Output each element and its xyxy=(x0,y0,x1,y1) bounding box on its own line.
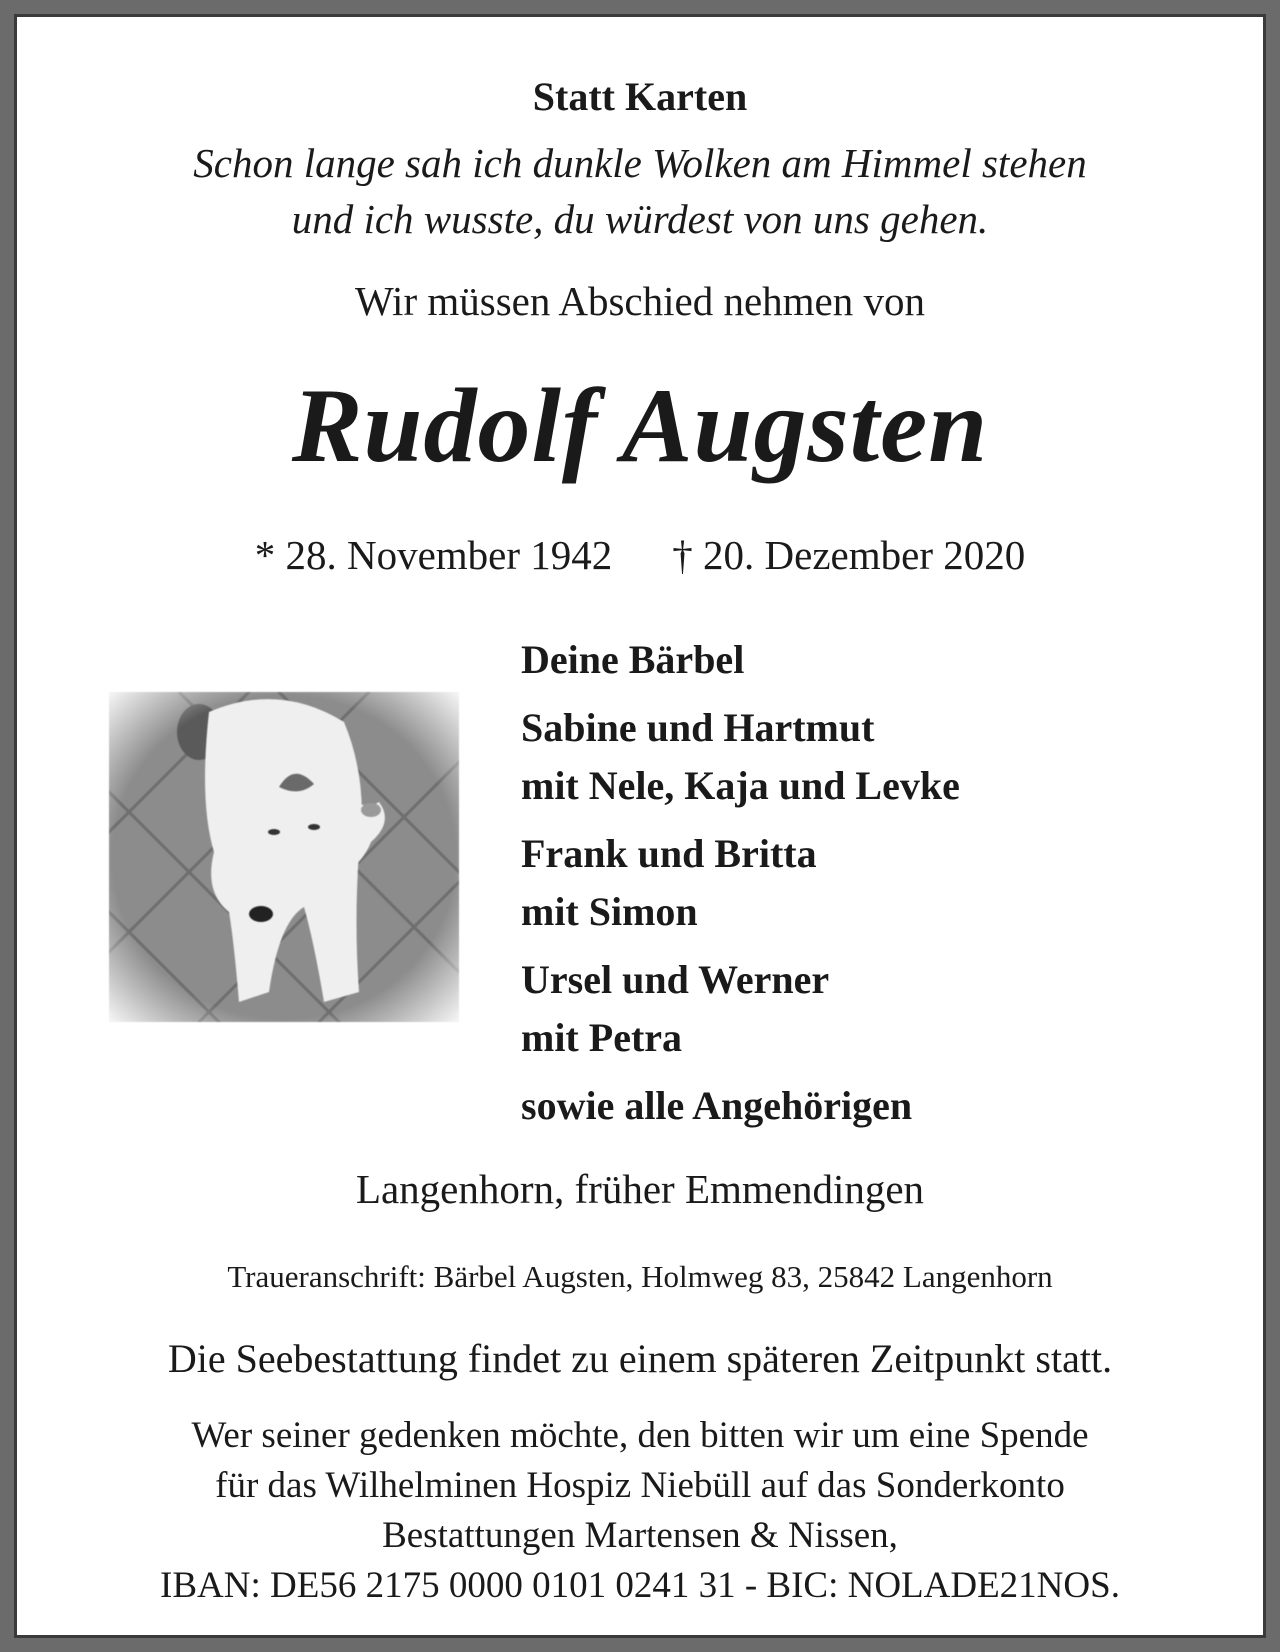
obituary-notice xyxy=(14,14,1266,1638)
header-statt-karten: Statt Karten xyxy=(532,74,748,119)
family-group-3 xyxy=(521,825,960,941)
family-group-1 xyxy=(521,631,960,689)
life-dates xyxy=(17,531,1263,579)
dog-photo xyxy=(73,657,481,1031)
family-line: Frank und Britta xyxy=(521,831,817,876)
poem xyxy=(17,135,1263,247)
death-date: † 20. Dezember 2020 xyxy=(672,532,1026,578)
donation-line-1: Wer seiner gedenken möchte, den bitten wir um eine Spende xyxy=(191,1415,1089,1456)
family-line: mit Nele, Kaja und Levke xyxy=(521,763,960,808)
family-group-4 xyxy=(521,951,960,1067)
terrier-dog-photo-icon xyxy=(109,692,459,1022)
deceased-name: Rudolf Augsten xyxy=(291,367,989,484)
family-group-2 xyxy=(521,699,960,815)
family-line: mit Petra xyxy=(521,1015,683,1060)
family-line: Deine Bärbel xyxy=(521,637,745,682)
family-line: mit Simon xyxy=(521,889,698,934)
donation-note xyxy=(17,1411,1263,1611)
family-group-5 xyxy=(521,1077,960,1135)
place-line: Langenhorn, früher Emmendingen xyxy=(355,1166,925,1212)
poem-line-2: und ich wusste, du würdest von uns gehen. xyxy=(291,196,989,242)
donation-line-2: für das Wilhelminen Hospiz Niebüll auf das Sonderkonto xyxy=(215,1465,1065,1506)
farewell-intro: Wir müssen Abschied nehmen von xyxy=(355,278,925,324)
birth-date: * 28. November 1942 xyxy=(254,532,613,578)
burial-note: Die Seebestattung findet zu einem späteren Zeitpunkt statt. xyxy=(167,1336,1113,1381)
family-line: Sabine und Hartmut xyxy=(521,705,875,750)
donation-line-4: IBAN: DE56 2175 0000 0101 0241 31 - BIC: NOLADE21NOS. xyxy=(160,1565,1120,1606)
mourning-address: Traueranschrift: Bärbel Augsten, Holmweg 83, 25842 Langenhorn xyxy=(227,1259,1053,1294)
family-list xyxy=(521,631,960,1145)
poem-line-1: Schon lange sah ich dunkle Wolken am Himmel stehen xyxy=(193,140,1087,186)
family-line: Ursel und Werner xyxy=(521,957,830,1002)
family-line: sowie alle Angehörigen xyxy=(521,1083,913,1128)
donation-line-3: Bestattungen Martensen & Nissen, xyxy=(382,1515,898,1556)
